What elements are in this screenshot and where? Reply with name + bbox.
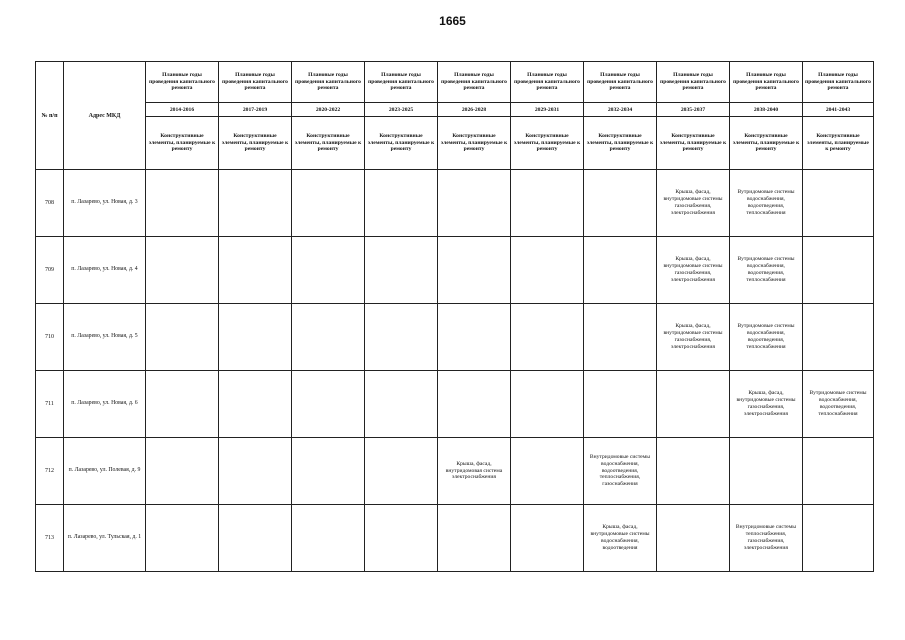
repair-cell: Внутридомовые системы теплоснабжения, газоснабжения, электроснабжения — [730, 505, 803, 572]
repair-cell — [219, 170, 292, 237]
repair-cell: Вутридомовые системы водоснабжения, водоотведения, теплоснабжения — [803, 371, 874, 438]
repair-cell — [365, 170, 438, 237]
header-plan-years: Плановые годы проведения капитального ремонта — [584, 62, 657, 103]
header-row-plan — [36, 62, 874, 103]
table-row — [36, 304, 874, 371]
row-address: п. Лазарево, ул. Новая, д. 5 — [64, 304, 146, 371]
repair-cell — [146, 170, 219, 237]
repair-cell — [657, 371, 730, 438]
header-plan-years: Плановые годы проведения капитального ремонта — [803, 62, 874, 103]
row-number: 712 — [36, 438, 64, 505]
header-elements: Конструктивные элементы, планируемые к ремонту — [730, 117, 803, 170]
repair-cell — [438, 371, 511, 438]
header-row-years — [36, 103, 874, 117]
repair-cell — [365, 505, 438, 572]
repair-cell: Вутридомовые системы водоснабжения, водоотведения, теплоснабжения — [730, 170, 803, 237]
repair-cell — [438, 170, 511, 237]
header-elements: Конструктивные элементы, планируемые к ремонту — [803, 117, 874, 170]
header-plan-years: Плановые годы проведения капитального ремонта — [511, 62, 584, 103]
repair-cell — [146, 304, 219, 371]
header-year-range: 2035-2037 — [657, 103, 730, 117]
repair-cell — [438, 304, 511, 371]
repair-cell — [292, 505, 365, 572]
repair-cell — [657, 505, 730, 572]
repair-cell — [292, 237, 365, 304]
table-row — [36, 237, 874, 304]
repair-cell — [438, 237, 511, 304]
repair-cell: Внутридомовые системы водоснабжения, водоотведения, теплоснабжения, газоснабжения — [584, 438, 657, 505]
repair-cell: Вутридомовые системы водоснабжения, водоотведения, теплоснабжения — [730, 237, 803, 304]
repair-cell — [146, 371, 219, 438]
repair-cell — [219, 371, 292, 438]
header-plan-years: Плановые годы проведения капитального ремонта — [438, 62, 511, 103]
repair-cell — [365, 438, 438, 505]
row-number: 709 — [36, 237, 64, 304]
header-year-range: 2038-2040 — [730, 103, 803, 117]
repair-cell — [803, 438, 874, 505]
repair-cell — [146, 505, 219, 572]
row-number: 710 — [36, 304, 64, 371]
repair-cell — [803, 237, 874, 304]
repair-cell — [146, 438, 219, 505]
repair-cell — [803, 505, 874, 572]
header-year-range: 2020-2022 — [292, 103, 365, 117]
header-elements: Конструктивные элементы, планируемые к ремонту — [146, 117, 219, 170]
repair-cell — [511, 304, 584, 371]
table-row — [36, 371, 874, 438]
table-row — [36, 505, 874, 572]
header-plan-years: Плановые годы проведения капитального ремонта — [146, 62, 219, 103]
repair-cell — [584, 237, 657, 304]
row-address: п. Лазарево, ул. Новая, д. 3 — [64, 170, 146, 237]
header-plan-years: Плановые годы проведения капитального ремонта — [219, 62, 292, 103]
header-number: № п/п — [36, 62, 64, 170]
header-elements: Конструктивные элементы, планируемые к ремонту — [511, 117, 584, 170]
page-number: 1665 — [439, 14, 466, 28]
header-elements: Конструктивные элементы, планируемые к ремонту — [365, 117, 438, 170]
repair-cell: Крыша, фасад, внутридомовые системы газоснабжения, электроснабжения — [657, 170, 730, 237]
header-plan-years: Плановые годы проведения капитального ремонта — [730, 62, 803, 103]
header-year-range: 2023-2025 — [365, 103, 438, 117]
repair-cell — [803, 170, 874, 237]
capital-repair-table — [35, 61, 874, 572]
header-year-range: 2029-2031 — [511, 103, 584, 117]
repair-cell — [803, 304, 874, 371]
row-number: 713 — [36, 505, 64, 572]
repair-cell — [292, 438, 365, 505]
row-address: п. Лазарево, ул. Тульская, д. 1 — [64, 505, 146, 572]
header-year-range: 2032-2034 — [584, 103, 657, 117]
repair-cell: Крыша, фасад, внутридомовая система электроснабжения — [438, 438, 511, 505]
repair-cell — [365, 304, 438, 371]
repair-cell — [511, 371, 584, 438]
header-plan-years: Плановые годы проведения капитального ремонта — [657, 62, 730, 103]
repair-cell — [219, 237, 292, 304]
header-elements: Конструктивные элементы, планируемые к ремонту — [584, 117, 657, 170]
repair-cell: Крыша, фасад, внутридомовые системы газоснабжения, электроснабжения — [657, 237, 730, 304]
row-address: п. Лазарево, ул. Полевая, д. 9 — [64, 438, 146, 505]
repair-cell — [292, 371, 365, 438]
repair-cell — [730, 438, 803, 505]
repair-cell: Крыша, фасад, внутридомовые системы газоснабжения, электроснабжения — [657, 304, 730, 371]
header-elements: Конструктивные элементы, планируемые к ремонту — [292, 117, 365, 170]
repair-cell — [365, 237, 438, 304]
repair-cell — [219, 304, 292, 371]
repair-cell — [292, 304, 365, 371]
repair-cell — [438, 505, 511, 572]
header-row-elements — [36, 117, 874, 170]
table-row — [36, 438, 874, 505]
repair-cell: Вутридомовые системы водоснабжения, водоотведения, теплоснабжения — [730, 304, 803, 371]
repair-cell: Крыша, фасад, внутридомовые системы газоснабжения, электроснабжения — [730, 371, 803, 438]
row-number: 711 — [36, 371, 64, 438]
repair-cell — [511, 237, 584, 304]
repair-cell — [511, 438, 584, 505]
repair-cell — [292, 170, 365, 237]
repair-cell: Крыша, фасад, внутридомовые системы водоснабжения, водоотведения — [584, 505, 657, 572]
table-row — [36, 170, 874, 237]
repair-cell — [584, 371, 657, 438]
repair-cell — [219, 505, 292, 572]
row-number: 708 — [36, 170, 64, 237]
header-elements: Конструктивные элементы, планируемые к ремонту — [438, 117, 511, 170]
repair-cell — [657, 438, 730, 505]
repair-cell — [511, 170, 584, 237]
row-address: п. Лазарево, ул. Новая, д. 4 — [64, 237, 146, 304]
header-address: Адрес МКД — [64, 62, 146, 170]
header-elements: Конструктивные элементы, планируемые к ремонту — [219, 117, 292, 170]
header-elements: Конструктивные элементы, планируемые к ремонту — [657, 117, 730, 170]
header-year-range: 2017-2019 — [219, 103, 292, 117]
repair-cell — [511, 505, 584, 572]
header-plan-years: Плановые годы проведения капитального ремонта — [292, 62, 365, 103]
repair-cell — [584, 170, 657, 237]
repair-cell — [146, 237, 219, 304]
header-year-range: 2041-2043 — [803, 103, 874, 117]
repair-cell — [584, 304, 657, 371]
repair-cell — [365, 371, 438, 438]
header-plan-years: Плановые годы проведения капитального ремонта — [365, 62, 438, 103]
header-year-range: 2014-2016 — [146, 103, 219, 117]
row-address: п. Лазарево, ул. Новая, д. 6 — [64, 371, 146, 438]
repair-cell — [219, 438, 292, 505]
header-year-range: 2026-2028 — [438, 103, 511, 117]
